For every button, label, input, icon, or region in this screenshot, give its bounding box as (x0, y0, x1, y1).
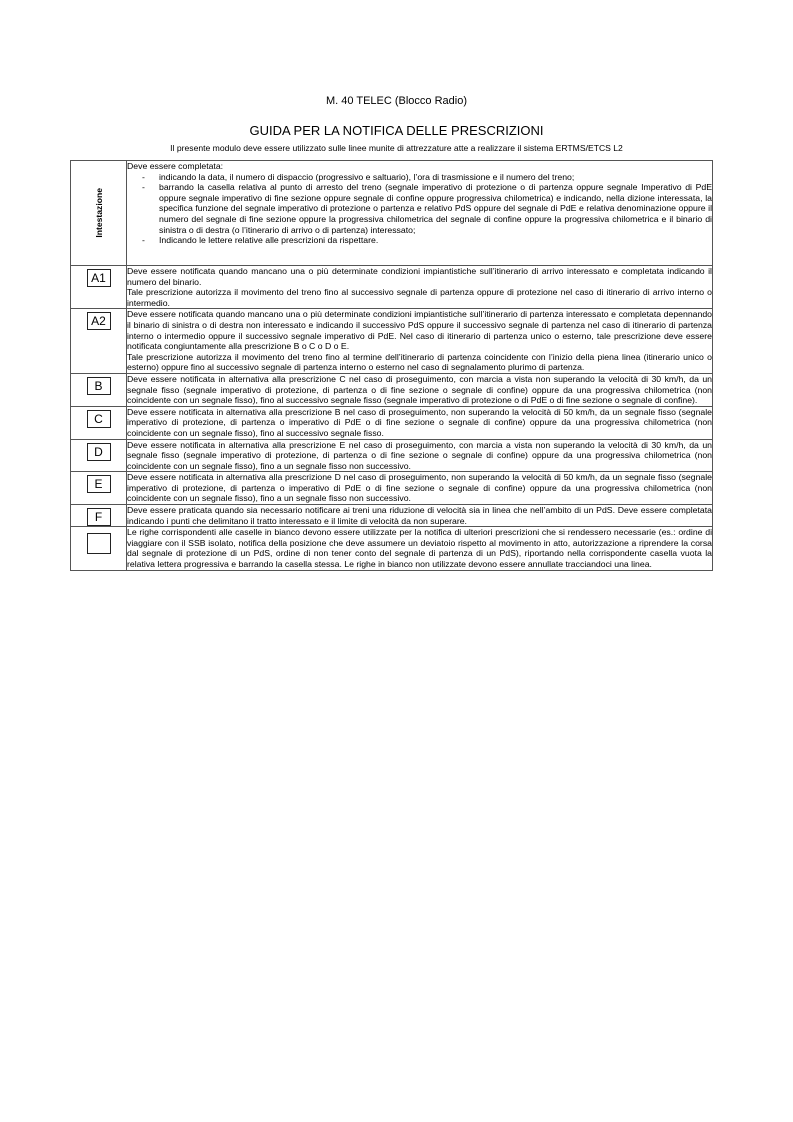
description-cell (127, 472, 713, 505)
description-text: Deve essere notificata in alternativa alla prescrizione B nel caso di proseguimento, non superando la velocità di 50 km/h, da un segnale fisso (segnale imperativo di protezione, di partenza o imperativo di PdE o di fine sezione o segnale di confine) oppure da una progressiva chilometrica (non coincidente con un segnale fisso), fino al successivo segnale fisso. (127, 406, 712, 438)
code-cell (71, 373, 127, 406)
module-code: M. 40 TELEC (Blocco Radio) (325, 95, 468, 107)
table-row-f (71, 505, 713, 527)
table-row-blank (71, 527, 713, 570)
description-text: Deve essere praticata quando sia necessario notificare ai treni una riduzione di velocità sia in linea che nell’ambito di un PdS. Deve essere completata indicando i punti che delimitano il tratto interessato e il limite di velocità da non superare. (127, 505, 712, 526)
list-item: - indicando la data, il numero di dispaccio (progressivo e saltuario), l’ora di trasmissione e il numero del treno; (127, 172, 712, 183)
code-cell (71, 266, 127, 309)
description-text: Deve essere notificata in alternativa alla prescrizione C nel caso di proseguimento, con marcia a vista non superando la velocità di 30 km/h, da un segnale fisso (segnale imperativo di protezione, di partenza o di fine sezione o segnale di confine) oppure da una progressiva chilometrica (non coincidente con un segnale fisso), fino al successivo segnale fisso (segnale imperativo di protezione o di PdE o di fine sezione o segnale di confine). (127, 373, 712, 406)
description-text: Deve essere notificata quando mancano una o più determinate condizioni impiantistiche sull’itinerario di arrivo interessato e completata indicando il numero del binario. (127, 266, 712, 287)
description-cell (127, 505, 713, 527)
description-cell (127, 439, 713, 472)
description-text: Deve essere notificata in alternativa alla prescrizione E nel caso di proseguimento, con marcia a vista non superando la velocità di 30 km/h, da un segnale fisso (segnale imperativo di protezione, di partenza o di fine sezione o segnale di confine) oppure da una progressiva chilometrica (non coincidente con un segnale fisso), fino a un segnale fisso non successivo. (127, 439, 712, 471)
code-box-a2: A2 (87, 312, 111, 330)
page-title: GUIDA PER LA NOTIFICA DELLE PRESCRIZIONI (249, 123, 544, 138)
description-text: Tale prescrizione autorizza il movimento del treno fino al termine dell’itinerario di partenza coincidente con l’inizio della piena linea (itinerario unico o esterno) oppure fino al successivo segnale di partenza interno o esterno nel caso di segnalamento plurimo di partenza. (127, 351, 712, 373)
intestazione-text-cell (127, 161, 713, 266)
intestazione-intro: Deve essere completata: (127, 161, 224, 171)
table-row-a2 (71, 309, 713, 374)
description-text: Tale prescrizione autorizza il movimento del treno fino al successivo segnale di partenza oppure di protezione nel caso di itinerario di arrivo interno o intermedio. (127, 287, 712, 308)
code-box-d: D (87, 443, 111, 461)
prescriptions-table (70, 160, 713, 571)
page-subtitle: Il presente modulo deve essere utilizzato sulle linee munite di attrezzature atte a realizzare il sistema ERTMS/ETCS L2 (170, 143, 623, 153)
code-cell (71, 406, 127, 439)
code-cell (71, 527, 127, 570)
code-cell (71, 439, 127, 472)
table-row-b (71, 373, 713, 406)
table-row-intestazione (71, 161, 713, 266)
intestazione-label-cell (71, 161, 127, 266)
code-box-c: C (87, 410, 111, 428)
list-item: - Indicando le lettere relative alle prescrizioni da rispettare. (127, 235, 712, 246)
code-cell (71, 472, 127, 505)
code-box-e: E (87, 475, 111, 493)
code-box-f: F (87, 508, 111, 526)
description-text: Deve essere notificata in alternativa alla prescrizione D nel caso di proseguimento, non superando la velocità di 50 km/h, da un segnale fisso (segnale imperativo di protezione, di partenza o imperativo di PdE o di fine sezione o segnale di confine) oppure da una progressiva chilometrica (non coincidente con un segnale fisso), fino a un segnale fisso non successivo. (127, 472, 712, 504)
table-row-d (71, 439, 713, 472)
description-text: Deve essere notificata quando mancano una o più determinate condizioni impiantistiche sull’itinerario di partenza interessato e completata depennando il binario di sinistra o di destra non interessato e indicando il successivo PdS oppure il successivo segnale di partenza nel caso di itinerario di partenza interno o intermedio oppure il successivo segnale imperativo di PdE. Nel caso di itinerario di partenza unico o esterno, tale prescrizione deve essere notificata congiuntamente alla prescrizione B o C o D o E. (127, 309, 712, 352)
table-row-e (71, 472, 713, 505)
code-cell (71, 505, 127, 527)
intestazione-label: Intestazione (93, 188, 104, 238)
list-item: - barrando la casella relativa al punto di arresto del treno (segnale imperativo di protezione o di partenza oppure segnale Imperativo di PdE oppure segnale imperativo di fine sezione oppure segnale di confine oppure progressiva chilometrica) e indicando, nella dizione interessata, la specifica funzione del segnale imperativo di protezione o partenza e relativo PdS oppure del segnale di PdE e relativa denominazione oppure il numero del segnale di fine sezione oppure la progressiva chilometrica del segnale di confine oppure la progressiva chilometrica e il binario di sinistra o di destra (o l’itinerario di arrivo o di partenza) interessato; (127, 182, 712, 235)
description-cell (127, 406, 713, 439)
description-cell (127, 527, 713, 570)
description-cell (127, 309, 713, 374)
code-cell (71, 309, 127, 374)
intestazione-list (127, 172, 712, 246)
description-cell (127, 373, 713, 406)
code-box-blank (87, 533, 111, 554)
table-row-c (71, 406, 713, 439)
description-cell (127, 266, 713, 309)
description-text: Le righe corrispondenti alle caselle in bianco devono essere utilizzate per la notifica di ulteriori prescrizioni che si rendessero necessarie (es.: ordine di viaggiare con il SSB isolato, notifica della posizione che deve assumere un deviatoio rispetto al movimento in atto, autorizzazione a riprendere la corsa dal segnale di protezione di un PdS, ordine di non tener conto del segnale di partenza di un PdS), riportando nella corrispondente casella vuota la relativa lettera progressiva e barrando la casella stessa. Le righe in bianco non utilizzate devono essere annullate tracciandoci una linea. (127, 527, 712, 570)
code-box-b: B (87, 377, 111, 395)
table-row-a1 (71, 266, 713, 309)
code-box-a1: A1 (87, 269, 111, 287)
